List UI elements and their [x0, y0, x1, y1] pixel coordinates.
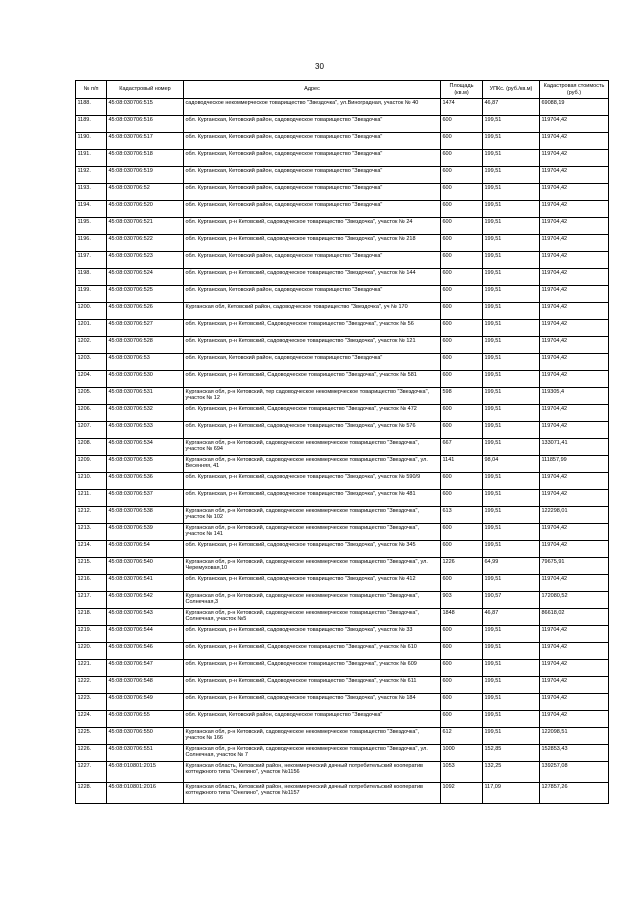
cadastral-table — [75, 80, 609, 804]
cell-num: 1223. — [76, 694, 107, 711]
cell-address: обл. Курганская, Кетовский район, садоводческое товарищество "Звездочка" — [184, 711, 441, 728]
cell-upks: 199,51 — [483, 405, 540, 422]
cell-cost: 139257,08 — [540, 762, 609, 783]
cell-num: 1193. — [76, 184, 107, 201]
cell-address: обл. Курганская, р-н Кетовский, садоводческое товарищество "Звездочка", участок № 144 — [184, 269, 441, 286]
cell-num: 1189. — [76, 116, 107, 133]
cell-upks: 98,04 — [483, 456, 540, 473]
cell-upks: 199,51 — [483, 167, 540, 184]
cell-upks: 199,51 — [483, 490, 540, 507]
table-row — [76, 337, 609, 354]
cell-cadastral: 45:08:030706:534 — [107, 439, 184, 456]
cell-upks: 199,51 — [483, 269, 540, 286]
cell-cadastral: 45:08:030706:527 — [107, 320, 184, 337]
cell-address: Курганская обл, р-н Кетовский, садоводческое некоммерческое товарищество "Звездочка", Солнечная,3 — [184, 592, 441, 609]
cell-cost: 119704,42 — [540, 286, 609, 303]
cell-num: 1190. — [76, 133, 107, 150]
table-row — [76, 507, 609, 524]
cell-cadastral: 45:08:030706:551 — [107, 745, 184, 762]
cell-cost: 119704,42 — [540, 252, 609, 269]
cell-num: 1222. — [76, 677, 107, 694]
table-row — [76, 745, 609, 762]
cell-area: 600 — [441, 269, 483, 286]
cell-cadastral: 45:08:030706:548 — [107, 677, 184, 694]
cell-cadastral: 45:08:030706:533 — [107, 422, 184, 439]
cell-address: обл. Курганская, Кетовский район, садоводческое товарищество "Звездочка" — [184, 167, 441, 184]
cell-cost: 152853,43 — [540, 745, 609, 762]
cell-area: 600 — [441, 626, 483, 643]
cell-upks: 199,51 — [483, 286, 540, 303]
cell-cost: 119704,42 — [540, 643, 609, 660]
cell-area: 600 — [441, 167, 483, 184]
cell-upks: 199,51 — [483, 371, 540, 388]
cell-cadastral: 45:08:030706:535 — [107, 456, 184, 473]
cell-cost: 119704,42 — [540, 303, 609, 320]
cell-area: 600 — [441, 660, 483, 677]
table-row — [76, 422, 609, 439]
cell-num: 1211. — [76, 490, 107, 507]
cell-cost: 127857,26 — [540, 783, 609, 804]
cell-address: обл. Курганская, Кетовский район, садоводческое товарищество "Звездочка" — [184, 201, 441, 218]
cell-area: 600 — [441, 218, 483, 235]
cell-upks: 199,51 — [483, 320, 540, 337]
cell-upks: 199,51 — [483, 728, 540, 745]
cell-area: 600 — [441, 320, 483, 337]
cell-cadastral: 45:08:030706:539 — [107, 524, 184, 541]
cell-upks: 46,87 — [483, 99, 540, 116]
cell-cost: 119704,42 — [540, 694, 609, 711]
cell-upks: 132,25 — [483, 762, 540, 783]
cell-cadastral: 45:08:030706:544 — [107, 626, 184, 643]
table-row — [76, 541, 609, 558]
cell-address: Курганская обл, р-н Кетовский, садоводческое некоммерческое товарищество "Звездочка", ул. Весенняя, 41 — [184, 456, 441, 473]
table-row — [76, 252, 609, 269]
cell-cost: 119704,42 — [540, 150, 609, 167]
cell-num: 1217. — [76, 592, 107, 609]
cell-area: 600 — [441, 524, 483, 541]
cell-upks: 199,51 — [483, 150, 540, 167]
cell-upks: 190,57 — [483, 592, 540, 609]
cell-cadastral: 45:08:030706:541 — [107, 575, 184, 592]
table-row — [76, 439, 609, 456]
cell-cadastral: 45:08:030706:526 — [107, 303, 184, 320]
cell-cost: 119704,42 — [540, 133, 609, 150]
cell-cost: 119704,42 — [540, 524, 609, 541]
cell-num: 1210. — [76, 473, 107, 490]
cell-cadastral: 45:08:030706:531 — [107, 388, 184, 405]
cell-upks: 199,51 — [483, 439, 540, 456]
cell-address: обл. Курганская, р-н Кетовский, Садоводческое товарищество "Звездочка", участок № 610 — [184, 643, 441, 660]
cell-area: 600 — [441, 371, 483, 388]
cell-cost: 122298,01 — [540, 507, 609, 524]
cell-cost: 119704,42 — [540, 201, 609, 218]
table-row — [76, 388, 609, 405]
cell-num: 1227. — [76, 762, 107, 783]
table-row — [76, 728, 609, 745]
cell-cadastral: 45:08:030706:530 — [107, 371, 184, 388]
cell-area: 600 — [441, 490, 483, 507]
cell-cost: 119704,42 — [540, 235, 609, 252]
header-num: № п/п — [76, 81, 107, 99]
cell-cadastral: 45:08:010801:2016 — [107, 783, 184, 804]
cell-num: 1216. — [76, 575, 107, 592]
cell-area: 1848 — [441, 609, 483, 626]
cell-num: 1206. — [76, 405, 107, 422]
cell-num: 1221. — [76, 660, 107, 677]
table-row — [76, 235, 609, 252]
cell-address: Курганская обл, р-н Кетовский, садоводческое некоммерческое товарищество "Звездочка", участок № 102 — [184, 507, 441, 524]
cell-num: 1209. — [76, 456, 107, 473]
cell-cadastral: 45:08:030706:518 — [107, 150, 184, 167]
cell-cost: 111857,99 — [540, 456, 609, 473]
table-row — [76, 575, 609, 592]
table-row — [76, 592, 609, 609]
table-row — [76, 184, 609, 201]
cell-upks: 152,85 — [483, 745, 540, 762]
cell-address: обл. Курганская, р-н Кетовский, садоводческое товарищество "Звездочка", участок № 590/9 — [184, 473, 441, 490]
cell-num: 1200. — [76, 303, 107, 320]
cell-address: обл. Курганская, Кетовский район, садоводческое товарищество "Звездочка" — [184, 116, 441, 133]
cell-address: обл. Курганская, р-н Кетовский, Садоводческое товарищество "Звездочка", участок № 56 — [184, 320, 441, 337]
cell-address: обл. Курганская, р-н Кетовский, садоводческое товарищество "Звездочка", участок № 33 — [184, 626, 441, 643]
cell-cost: 119704,42 — [540, 541, 609, 558]
cell-area: 600 — [441, 286, 483, 303]
cell-upks: 199,51 — [483, 235, 540, 252]
cell-address: обл. Курганская, р-н Кетовский, Садоводческое товарищество "Звездочка", участок № 581 — [184, 371, 441, 388]
cell-address: обл. Курганская, р-н Кетовский, садоводческое товарищество "Звездочка", участок № 121 — [184, 337, 441, 354]
cell-address: обл. Курганская, р-н Кетовский, садоводческое товарищество "Звездочка", участок № 345 — [184, 541, 441, 558]
cell-num: 1213. — [76, 524, 107, 541]
cell-area: 600 — [441, 150, 483, 167]
cell-address: Курганская обл, р-н Кетовский, садоводческое некоммерческое товарищество "Звездочка", участок № 166 — [184, 728, 441, 745]
cell-upks: 199,51 — [483, 524, 540, 541]
cell-cost: 119704,42 — [540, 337, 609, 354]
cell-upks: 117,09 — [483, 783, 540, 804]
table-row — [76, 626, 609, 643]
cell-area: 600 — [441, 354, 483, 371]
cell-area: 1226 — [441, 558, 483, 575]
table-row — [76, 660, 609, 677]
cell-cadastral: 45:08:030706:546 — [107, 643, 184, 660]
cell-num: 1199. — [76, 286, 107, 303]
cell-num: 1218. — [76, 609, 107, 626]
cell-cost: 119704,42 — [540, 626, 609, 643]
cell-upks: 199,51 — [483, 626, 540, 643]
header-address: Адрес — [184, 81, 441, 99]
cell-cost: 119704,42 — [540, 354, 609, 371]
cell-area: 600 — [441, 575, 483, 592]
cell-upks: 199,51 — [483, 252, 540, 269]
cell-cost: 119704,42 — [540, 167, 609, 184]
cell-cost: 119704,42 — [540, 711, 609, 728]
cell-area: 1092 — [441, 783, 483, 804]
cell-address: Курганская обл, р-н Кетовский, тер садоводческое некоммерческое товарищество "Звездочка", участок № 12 — [184, 388, 441, 405]
cell-cadastral: 45:08:030706:537 — [107, 490, 184, 507]
cell-area: 600 — [441, 422, 483, 439]
cell-num: 1192. — [76, 167, 107, 184]
cell-cadastral: 45:08:030706:549 — [107, 694, 184, 711]
table-row — [76, 711, 609, 728]
cell-upks: 199,51 — [483, 133, 540, 150]
cell-cadastral: 45:08:030706:540 — [107, 558, 184, 575]
cell-cadastral: 45:08:030706:532 — [107, 405, 184, 422]
cell-cost: 119305,4 — [540, 388, 609, 405]
cell-upks: 199,51 — [483, 201, 540, 218]
cell-area: 1000 — [441, 745, 483, 762]
cell-cost: 119704,42 — [540, 473, 609, 490]
page-number: 30 — [315, 62, 324, 71]
header-cost: Кадастровая стоимость (руб.) — [540, 81, 609, 99]
table-row — [76, 558, 609, 575]
cell-upks: 199,51 — [483, 575, 540, 592]
cell-num: 1202. — [76, 337, 107, 354]
cell-num: 1219. — [76, 626, 107, 643]
cell-num: 1220. — [76, 643, 107, 660]
table-row — [76, 133, 609, 150]
cell-cadastral: 45:08:030706:55 — [107, 711, 184, 728]
cell-upks: 199,51 — [483, 711, 540, 728]
cell-address: садоводческое некоммерческое товарищество "Звездочка", ул.Виноградная, участок № 40 — [184, 99, 441, 116]
cell-area: 600 — [441, 252, 483, 269]
cell-cadastral: 45:08:030706:515 — [107, 99, 184, 116]
table-row — [76, 490, 609, 507]
table-row — [76, 473, 609, 490]
cell-address: Курганская обл, р-н Кетовский, садоводческое некоммерческое товарищество "Звездочка", участок № 141 — [184, 524, 441, 541]
table-row — [76, 286, 609, 303]
cell-cost: 86618,02 — [540, 609, 609, 626]
cell-cadastral: 45:08:030706:517 — [107, 133, 184, 150]
cell-cost: 119704,42 — [540, 677, 609, 694]
cell-num: 1191. — [76, 150, 107, 167]
header-cadastral: Кадастровый номер — [107, 81, 184, 99]
cell-area: 903 — [441, 592, 483, 609]
cell-cadastral: 45:08:030706:519 — [107, 167, 184, 184]
cell-num: 1214. — [76, 541, 107, 558]
cell-address: обл. Курганская, р-н Кетовский, садоводческое товарищество "Звездочка", участок № 412 — [184, 575, 441, 592]
table-row — [76, 99, 609, 116]
cell-address: обл. Курганская, Кетовский район, садоводческое товарищество "Звездочка" — [184, 252, 441, 269]
cell-address: обл. Курганская, Кетовский район, садоводческое товарищество "Звездочка" — [184, 150, 441, 167]
table-row — [76, 456, 609, 473]
cell-cadastral: 45:08:030706:528 — [107, 337, 184, 354]
cell-area: 600 — [441, 405, 483, 422]
cell-upks: 199,51 — [483, 422, 540, 439]
cell-area: 600 — [441, 133, 483, 150]
cell-address: Курганская обл, р-н Кетовский, садоводческое некоммерческое товарищество "Звездочка", участок № 694 — [184, 439, 441, 456]
table-row — [76, 116, 609, 133]
cell-cost: 122098,51 — [540, 728, 609, 745]
cell-cadastral: 45:08:010801:2015 — [107, 762, 184, 783]
cell-upks: 199,51 — [483, 184, 540, 201]
cell-area: 667 — [441, 439, 483, 456]
cell-cadastral: 45:08:030706:52 — [107, 184, 184, 201]
cell-area: 612 — [441, 728, 483, 745]
cell-cost: 172080,52 — [540, 592, 609, 609]
cell-address: Курганская область, Кетовский район, некоммерческий дачный потребительский кооператив коттеджного типа "Онелино", участок №1156 — [184, 762, 441, 783]
cell-cost: 119704,42 — [540, 575, 609, 592]
cell-num: 1197. — [76, 252, 107, 269]
cell-num: 1194. — [76, 201, 107, 218]
cell-upks: 199,51 — [483, 507, 540, 524]
cell-cost: 119704,42 — [540, 218, 609, 235]
cell-address: обл. Курганская, р-н Кетовский, садоводческое товарищество "Звездочка", участок № 481 — [184, 490, 441, 507]
cell-num: 1208. — [76, 439, 107, 456]
cell-num: 1215. — [76, 558, 107, 575]
cell-area: 600 — [441, 711, 483, 728]
table-row — [76, 524, 609, 541]
cell-cost: 79675,91 — [540, 558, 609, 575]
table-row — [76, 694, 609, 711]
cell-num: 1203. — [76, 354, 107, 371]
cell-cost: 119704,42 — [540, 269, 609, 286]
cell-cost: 119704,42 — [540, 320, 609, 337]
cell-area: 600 — [441, 694, 483, 711]
table-row — [76, 405, 609, 422]
cell-num: 1207. — [76, 422, 107, 439]
cell-address: обл. Курганская, р-н Кетовский, Садоводческое товарищество "Звездочка", участок № 611 — [184, 677, 441, 694]
cell-num: 1196. — [76, 235, 107, 252]
cell-num: 1205. — [76, 388, 107, 405]
cell-cost: 119704,42 — [540, 660, 609, 677]
table-header-row — [76, 81, 609, 99]
cell-area: 598 — [441, 388, 483, 405]
table-row — [76, 354, 609, 371]
table-row — [76, 783, 609, 804]
cell-upks: 199,51 — [483, 388, 540, 405]
cell-cost: 119704,42 — [540, 405, 609, 422]
cell-upks: 199,51 — [483, 473, 540, 490]
cell-num: 1224. — [76, 711, 107, 728]
cell-num: 1188. — [76, 99, 107, 116]
cell-cadastral: 45:08:030706:516 — [107, 116, 184, 133]
cell-area: 600 — [441, 235, 483, 252]
cell-upks: 199,51 — [483, 303, 540, 320]
cell-address: обл. Курганская, р-н Кетовский, садоводческое товарищество "Звездочка", участок № 24 — [184, 218, 441, 235]
cell-upks: 199,51 — [483, 677, 540, 694]
cell-upks: 199,51 — [483, 354, 540, 371]
cell-cadastral: 45:08:030706:520 — [107, 201, 184, 218]
cell-address: обл. Курганская, р-н Кетовский, Садоводческое товарищество "Звездочка", участок № 609 — [184, 660, 441, 677]
cell-upks: 199,51 — [483, 541, 540, 558]
cell-num: 1225. — [76, 728, 107, 745]
table-row — [76, 218, 609, 235]
header-area: Площадь (кв.м) — [441, 81, 483, 99]
cell-address: обл. Курганская, Кетовский район, садоводческое товарищество "Звездочка" — [184, 286, 441, 303]
table-row — [76, 677, 609, 694]
cell-area: 600 — [441, 677, 483, 694]
cell-cadastral: 45:08:030706:542 — [107, 592, 184, 609]
cell-area: 600 — [441, 337, 483, 354]
table-row — [76, 303, 609, 320]
cell-upks: 199,51 — [483, 337, 540, 354]
cell-cost: 133071,41 — [540, 439, 609, 456]
cell-address: обл. Курганская, р-н Кетовский, садоводческое товарищество "Звездочка", участок № 184 — [184, 694, 441, 711]
cell-cadastral: 45:08:030706:538 — [107, 507, 184, 524]
cell-cadastral: 45:08:030706:536 — [107, 473, 184, 490]
cell-cost: 119704,42 — [540, 116, 609, 133]
cell-cadastral: 45:08:030706:523 — [107, 252, 184, 269]
cell-address: обл. Курганская, Кетовский район, садоводческое товарищество "Звездочка" — [184, 354, 441, 371]
cell-upks: 46,87 — [483, 609, 540, 626]
table-row — [76, 150, 609, 167]
table-row — [76, 609, 609, 626]
table-row — [76, 643, 609, 660]
cell-address: обл. Курганская, р-н Кетовский, садоводческое товарищество "Звездочка", участок № 576 — [184, 422, 441, 439]
cell-num: 1195. — [76, 218, 107, 235]
cell-num: 1226. — [76, 745, 107, 762]
cell-area: 600 — [441, 643, 483, 660]
cell-cadastral: 45:08:030706:547 — [107, 660, 184, 677]
cell-cadastral: 45:08:030706:525 — [107, 286, 184, 303]
cell-num: 1198. — [76, 269, 107, 286]
cell-cadastral: 45:08:030706:53 — [107, 354, 184, 371]
cell-num: 1201. — [76, 320, 107, 337]
cell-cadastral: 45:08:030706:524 — [107, 269, 184, 286]
cell-area: 1141 — [441, 456, 483, 473]
cell-area: 1053 — [441, 762, 483, 783]
cell-cadastral: 45:08:030706:543 — [107, 609, 184, 626]
cell-upks: 199,51 — [483, 660, 540, 677]
table-row — [76, 201, 609, 218]
cell-address: Курганская обл, р-н Кетовский, садоводческое некоммерческое товарищество "Звездочка", ул. Солнечная, участок № 7 — [184, 745, 441, 762]
cell-num: 1212. — [76, 507, 107, 524]
table-body — [76, 99, 609, 804]
cell-address: Курганская обл, р-н Кетовский, садоводческое некоммерческое товарищество "Звездочка", Солнечная, участок №5 — [184, 609, 441, 626]
cell-address: обл. Курганская, Кетовский район, садоводческое товарищество "Звездочка" — [184, 133, 441, 150]
cell-cost: 69088,19 — [540, 99, 609, 116]
cell-address: обл. Курганская, р-н Кетовский, Садоводческое товарищество "Звездочка", участок № 472 — [184, 405, 441, 422]
cell-area: 600 — [441, 303, 483, 320]
cell-address: Курганская область, Кетовский район, некоммерческий дачный потребительский кооператив коттеджного типа "Онелино", участок №1157 — [184, 783, 441, 804]
cell-cadastral: 45:08:030706:522 — [107, 235, 184, 252]
cell-area: 600 — [441, 541, 483, 558]
cell-cadastral: 45:08:030706:521 — [107, 218, 184, 235]
cell-area: 600 — [441, 201, 483, 218]
cell-area: 1474 — [441, 99, 483, 116]
cell-upks: 64,99 — [483, 558, 540, 575]
table-row — [76, 762, 609, 783]
cell-cadastral: 45:08:030706:550 — [107, 728, 184, 745]
cell-upks: 199,51 — [483, 643, 540, 660]
header-upks: УПКс. (руб./кв.м) — [483, 81, 540, 99]
cell-upks: 199,51 — [483, 218, 540, 235]
cell-area: 600 — [441, 473, 483, 490]
table-row — [76, 269, 609, 286]
cell-address: обл. Курганская, Кетовский район, садоводческое товарищество "Звездочка" — [184, 184, 441, 201]
table-row — [76, 371, 609, 388]
cell-cost: 119704,42 — [540, 184, 609, 201]
table-row — [76, 167, 609, 184]
table-row — [76, 320, 609, 337]
cell-num: 1228. — [76, 783, 107, 804]
cell-area: 600 — [441, 184, 483, 201]
cell-address: Курганская обл, р-н Кетовский, садоводческое некоммерческое товарищество "Звездочка", ул. Черемуховая,10 — [184, 558, 441, 575]
cell-num: 1204. — [76, 371, 107, 388]
cell-address: Курганская обл, Кетовский район, садоводческое товарищество "Звездочка", уч № 170 — [184, 303, 441, 320]
cell-area: 613 — [441, 507, 483, 524]
cell-address: обл. Курганская, р-н Кетовский, садоводческое товарищество "Звездочка", участок № 218 — [184, 235, 441, 252]
cell-cost: 119704,42 — [540, 422, 609, 439]
cell-upks: 199,51 — [483, 116, 540, 133]
cell-upks: 199,51 — [483, 694, 540, 711]
cell-cadastral: 45:08:030706:54 — [107, 541, 184, 558]
cell-cost: 119704,42 — [540, 371, 609, 388]
cell-cost: 119704,42 — [540, 490, 609, 507]
cell-area: 600 — [441, 116, 483, 133]
